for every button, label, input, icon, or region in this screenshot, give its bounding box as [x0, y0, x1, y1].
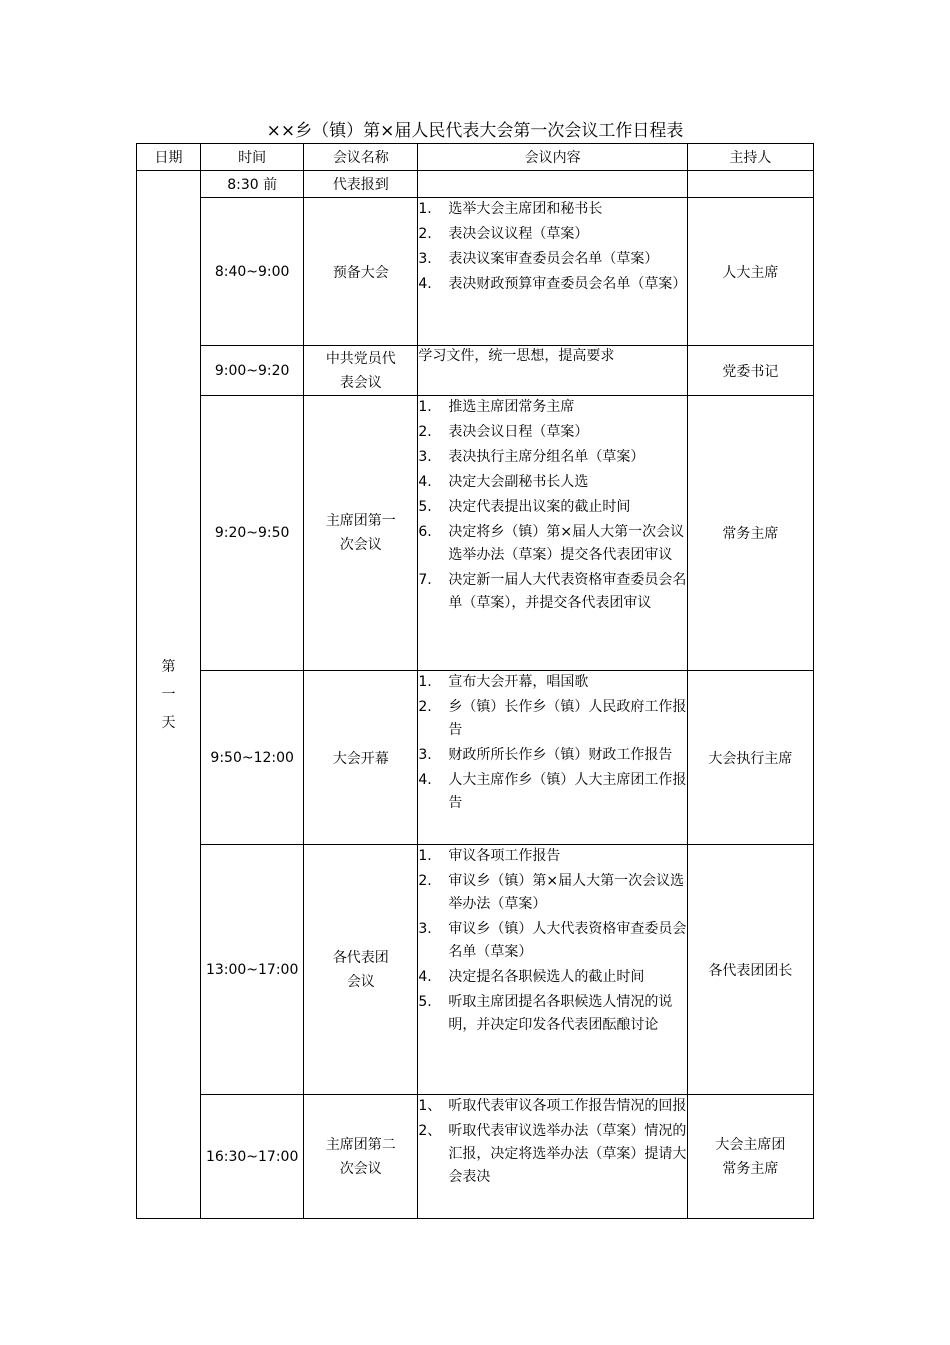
meeting-content-cell	[418, 845, 687, 1095]
agenda-item-text: 表决执行主席分组名单（草案）	[448, 449, 645, 465]
meeting-content-cell	[418, 171, 687, 198]
agenda-item	[418, 1120, 686, 1189]
host-cell: 党委书记	[687, 346, 813, 396]
time-cell: 8:40~9:00	[201, 198, 304, 346]
time-cell: 9:20~9:50	[201, 396, 304, 671]
agenda-list	[418, 671, 686, 815]
agenda-item-number: 2、	[418, 1123, 442, 1139]
agenda-item-text: 表决会议日程（草案）	[448, 424, 589, 440]
agenda-item-number: 2.	[418, 424, 432, 440]
agenda-item-text: 审议乡（镇）人大代表资格审查委员会名单（草案）	[448, 921, 687, 960]
meeting-name-cell	[304, 346, 418, 396]
agenda-item-text: 决定将乡（镇）第×届人大第一次会议选举办法（草案）提交各代表团审议	[448, 524, 685, 563]
agenda-item-text: 听取主席团提名各职候选人情况的说明，并决定印发各代表团酝酿讨论	[448, 994, 673, 1033]
page-title: ××乡（镇）第×届人民代表大会第一次会议工作日程表	[266, 121, 684, 141]
agenda-item-number: 4.	[418, 772, 432, 788]
agenda-item	[418, 496, 686, 519]
agenda-item	[418, 1095, 686, 1118]
agenda-list	[418, 396, 686, 615]
agenda-item-text: 乡（镇）长作乡（镇）人民政府工作报告	[448, 699, 687, 738]
meeting-content-cell	[418, 1095, 687, 1219]
table-row	[137, 396, 814, 671]
table-row	[137, 198, 814, 346]
agenda-item	[418, 446, 686, 469]
agenda-item-number: 5.	[418, 994, 432, 1010]
agenda-item-number: 3.	[418, 747, 432, 763]
agenda-item-number: 1.	[418, 399, 432, 415]
time-cell: 9:00~9:20	[201, 346, 304, 396]
agenda-item-number: 7.	[418, 572, 432, 588]
agenda-item	[418, 198, 686, 221]
agenda-item-text: 决定提名各职候选人的截止时间	[448, 969, 645, 985]
agenda-item	[418, 696, 686, 742]
agenda-item	[418, 845, 686, 868]
host-cell	[687, 1095, 813, 1219]
agenda-item-text: 表决议案审查委员会名单（草案）	[448, 251, 659, 267]
agenda-item-text: 决定大会副秘书长人选	[448, 474, 589, 490]
meeting-content-cell: 学习文件，统一思想，提高要求	[418, 346, 687, 396]
day-label-char: 天	[161, 714, 176, 731]
agenda-item	[418, 744, 686, 767]
host-text: 大会主席团常务主席	[715, 1136, 786, 1177]
header-host: 主持人	[687, 144, 813, 171]
meeting-content-cell	[418, 671, 687, 845]
day-label-char: 一	[161, 686, 176, 703]
agenda-item-text: 决定代表提出议案的截止时间	[448, 499, 631, 515]
meeting-name-text: 中共党员代表会议	[325, 350, 396, 391]
agenda-list	[418, 845, 686, 1037]
agenda-item-number: 4.	[418, 474, 432, 490]
agenda-item-number: 1.	[418, 201, 432, 217]
day-label-cell	[137, 171, 201, 1219]
agenda-item-text: 表决财政预算审查委员会名单（草案）	[448, 276, 687, 292]
agenda-item	[418, 966, 686, 989]
header-date: 日期	[137, 144, 201, 171]
agenda-item	[418, 569, 686, 615]
host-cell	[687, 171, 813, 198]
agenda-item-number: 1.	[418, 848, 432, 864]
agenda-item	[418, 248, 686, 271]
agenda-list	[418, 198, 686, 296]
agenda-item	[418, 223, 686, 246]
agenda-item	[418, 769, 686, 815]
header-meeting-name: 会议名称	[304, 144, 418, 171]
meeting-name-text: 各代表团会议	[332, 949, 389, 990]
agenda-item	[418, 471, 686, 494]
agenda-item-text: 财政所所长作乡（镇）财政工作报告	[448, 747, 673, 763]
agenda-item	[418, 521, 686, 567]
agenda-item-text: 推选主席团常务主席	[448, 399, 575, 415]
host-cell: 常务主席	[687, 396, 813, 671]
meeting-name-cell: 代表报到	[304, 171, 418, 198]
agenda-item-number: 3.	[418, 251, 432, 267]
host-cell: 大会执行主席	[687, 671, 813, 845]
header-meeting-content: 会议内容	[418, 144, 687, 171]
time-cell: 16:30~17:00	[201, 1095, 304, 1219]
host-cell: 人大主席	[687, 198, 813, 346]
agenda-item-number: 5.	[418, 499, 432, 515]
agenda-item-text: 人大主席作乡（镇）人大主席团工作报告	[448, 772, 687, 811]
time-cell: 9:50~12:00	[201, 671, 304, 845]
agenda-item	[418, 671, 686, 694]
schedule-table	[136, 143, 814, 1219]
agenda-list	[418, 1095, 686, 1189]
meeting-name-text: 主席团第一次会议	[325, 513, 396, 553]
agenda-item-number: 2.	[418, 873, 432, 889]
time-cell: 8:30 前	[201, 171, 304, 198]
agenda-item-number: 4.	[418, 276, 432, 292]
meeting-name-cell	[304, 396, 418, 671]
agenda-item-text: 决定新一届人大代表资格审查委员会名单（草案），并提交各代表团审议	[448, 572, 687, 611]
header-time: 时间	[201, 144, 304, 171]
agenda-item-text: 宣布大会开幕，唱国歌	[448, 674, 589, 690]
agenda-item-text: 表决会议议程（草案）	[448, 226, 589, 242]
table-row	[137, 845, 814, 1095]
agenda-item-number: 2.	[418, 699, 432, 715]
meeting-name-cell: 大会开幕	[304, 671, 418, 845]
agenda-item-number: 3.	[418, 449, 432, 465]
agenda-item	[418, 918, 686, 964]
meeting-name-cell	[304, 1095, 418, 1219]
agenda-item-text: 审议乡（镇）第×届人大第一次会议选举办法（草案）	[448, 873, 685, 912]
agenda-item-number: 4.	[418, 969, 432, 985]
table-row	[137, 346, 814, 396]
meeting-content-cell	[418, 198, 687, 346]
agenda-item-number: 6.	[418, 524, 432, 540]
agenda-item-number: 1.	[418, 674, 432, 690]
meeting-name-cell	[304, 845, 418, 1095]
agenda-item	[418, 396, 686, 419]
agenda-item-number: 1、	[418, 1098, 442, 1114]
agenda-item	[418, 870, 686, 916]
agenda-item-text: 听取代表审议选举办法（草案）情况的汇报，决定将选举办法（草案）提请大会表决	[448, 1123, 687, 1185]
agenda-item-number: 2.	[418, 226, 432, 242]
agenda-item-text: 听取代表审议各项工作报告情况的回报	[448, 1098, 687, 1114]
table-row	[137, 1095, 814, 1219]
meeting-name-cell: 预备大会	[304, 198, 418, 346]
table-row	[137, 171, 814, 198]
agenda-item	[418, 273, 686, 296]
agenda-item	[418, 421, 686, 444]
agenda-item-number: 3.	[418, 921, 432, 937]
time-cell: 13:00~17:00	[201, 845, 304, 1095]
host-cell: 各代表团团长	[687, 845, 813, 1095]
agenda-item-text: 审议各项工作报告	[448, 848, 561, 864]
agenda-item	[418, 991, 686, 1037]
table-row	[137, 671, 814, 845]
day-label-char: 第	[161, 658, 176, 675]
meeting-name-text: 主席团第二次会议	[325, 1136, 396, 1177]
meeting-content-cell	[418, 396, 687, 671]
header-row	[137, 144, 814, 171]
agenda-item-text: 选举大会主席团和秘书长	[448, 201, 603, 217]
